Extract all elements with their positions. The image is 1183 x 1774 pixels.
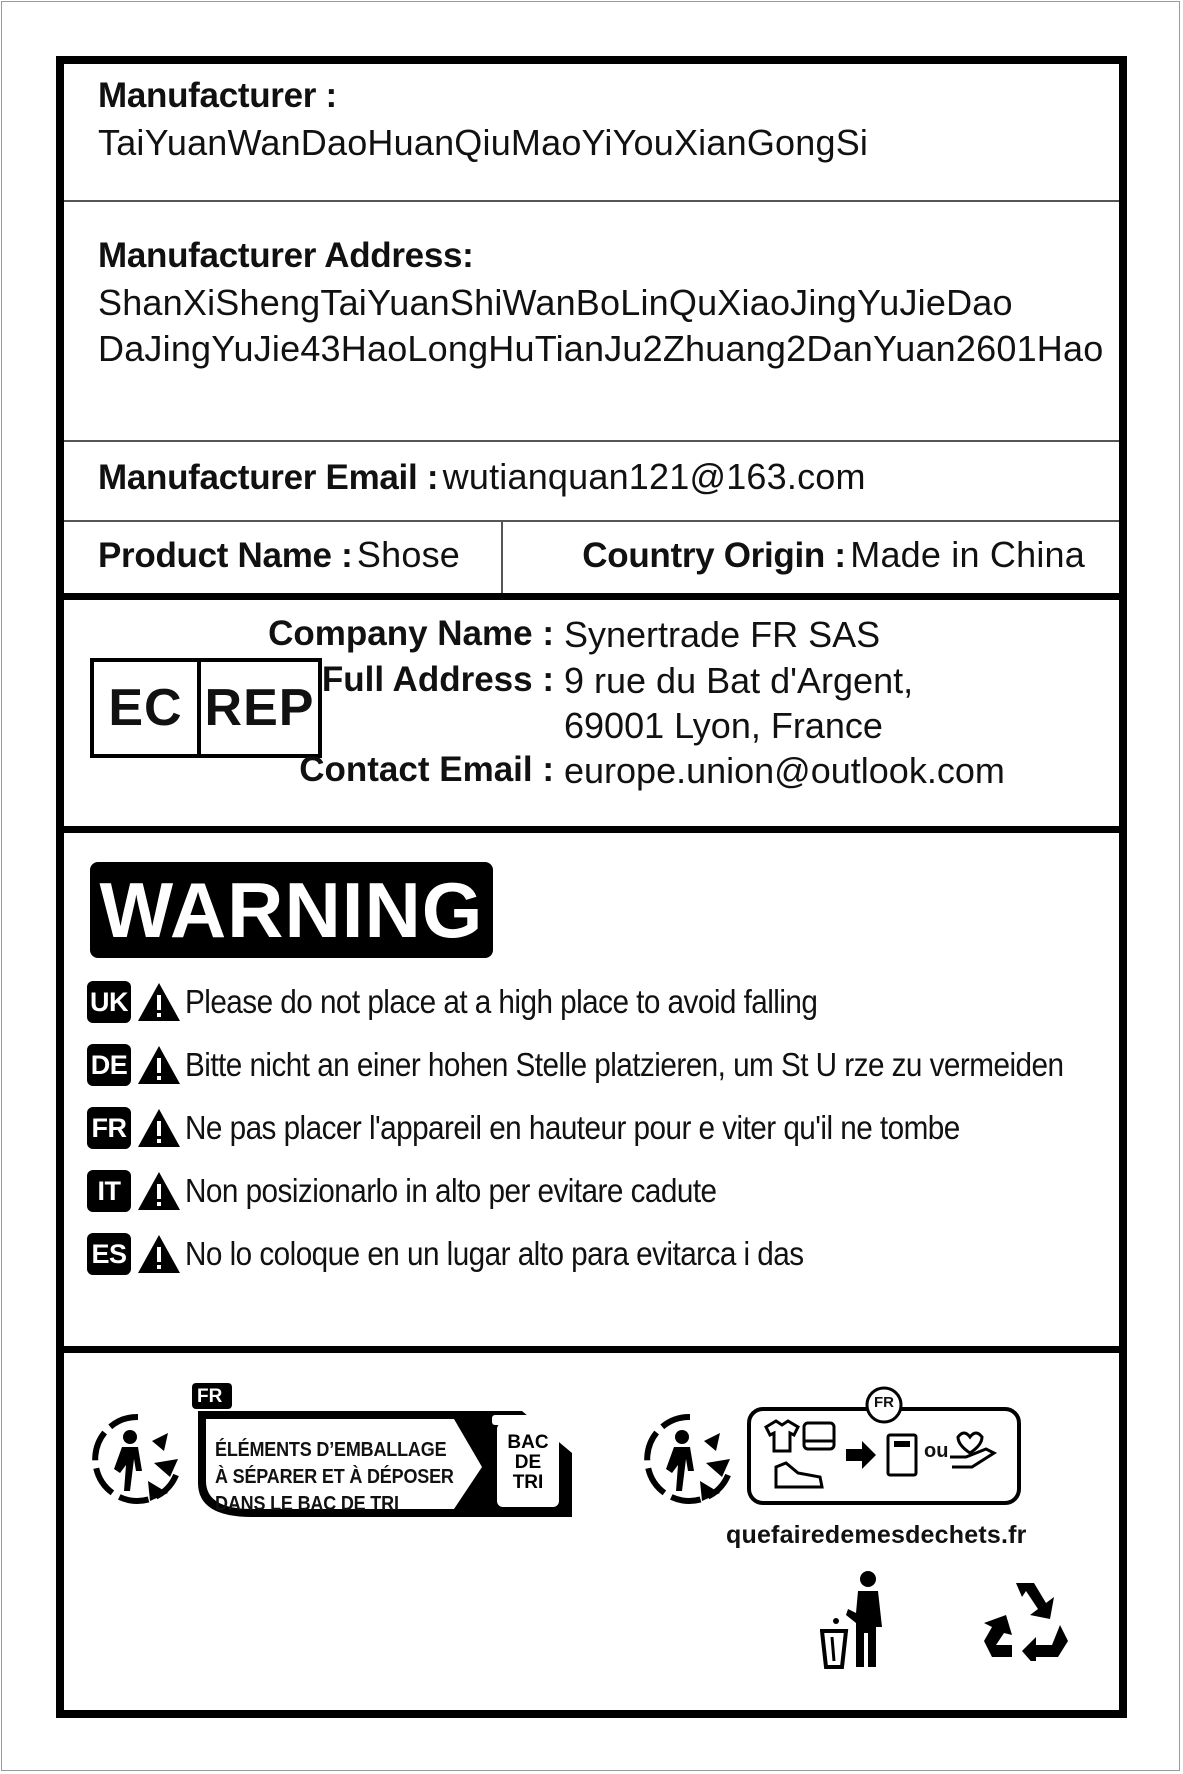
warning-text-fr: Ne pas placer l'appareil en hauteur pour e viter qu'il ne tombe bbox=[185, 1109, 960, 1146]
fr-tag: FR bbox=[197, 1386, 223, 1407]
manufacturer-value: TaiYuanWanDaoHuanQiuMaoYiYouXianGongSi bbox=[98, 122, 869, 163]
rep-text: REP bbox=[204, 679, 315, 737]
bin-label bbox=[497, 1433, 559, 1493]
person-trash-icon bbox=[820, 1571, 890, 1671]
lang-badge-fr: FR bbox=[87, 1107, 131, 1149]
warning-section bbox=[64, 833, 1119, 1353]
product-origin-section bbox=[64, 522, 1119, 600]
email-section bbox=[64, 442, 1119, 522]
email-line bbox=[98, 456, 866, 498]
email-label: Manufacturer Email : bbox=[98, 458, 439, 497]
bin-line-2: DE bbox=[514, 1452, 542, 1473]
full-address-line-1: 9 rue du Bat d'Argent, bbox=[564, 660, 914, 701]
product-origin-divider bbox=[501, 522, 503, 593]
pack-line-1: ÉLÉMENTS D’EMBALLAGE bbox=[215, 1439, 447, 1461]
recycling-section bbox=[64, 1353, 1119, 1710]
manufacturer-label: Manufacturer : bbox=[98, 76, 337, 115]
ec-text: EC bbox=[94, 662, 201, 754]
warning-row-fr bbox=[87, 1105, 1046, 1151]
pack-line-3: DANS LE BAC DE TRI bbox=[215, 1493, 399, 1515]
lang-badge-es: ES bbox=[87, 1233, 131, 1275]
origin-line bbox=[582, 534, 1085, 576]
address-line-1: ShanXiShengTaiYuanShiWanBoLinQuXiaoJingYuJieDao bbox=[98, 282, 1013, 323]
warning-badge: WARNING bbox=[90, 862, 493, 958]
lang-badge-it: IT bbox=[87, 1170, 131, 1212]
address-line-2: DaJingYuJie43HaoLongHuTianJu2Zhuang2DanYuan2601Hao bbox=[98, 328, 1104, 369]
warning-text-uk: Please do not place at a high place to avoid falling bbox=[185, 983, 818, 1020]
manufacturer-section bbox=[64, 64, 1119, 202]
warning-row-es bbox=[87, 1231, 872, 1277]
pack-line-2: À SÉPARER ET À DÉPOSER bbox=[215, 1466, 454, 1488]
address-label: Manufacturer Address: bbox=[98, 236, 474, 275]
product-label bbox=[56, 56, 1127, 1718]
product-line bbox=[98, 534, 460, 576]
triman-icon bbox=[642, 1411, 738, 1507]
warning-row-it bbox=[87, 1168, 776, 1214]
warning-triangle-icon bbox=[137, 981, 181, 1023]
bin-line-3: TRI bbox=[512, 1472, 544, 1493]
warning-text-it: Non posizionarlo in alto per evitare cadute bbox=[185, 1172, 717, 1209]
ec-rep-section bbox=[64, 600, 1119, 833]
warning-triangle-icon bbox=[137, 1170, 181, 1212]
warning-row-uk bbox=[87, 979, 888, 1025]
full-address-line-2: 69001 Lyon, France bbox=[564, 705, 883, 746]
website-url: quefairedemesdechets.fr bbox=[726, 1521, 1027, 1549]
product-label: Product Name : bbox=[98, 536, 353, 575]
warning-triangle-icon bbox=[137, 1107, 181, 1149]
bin-line-1: BAC bbox=[507, 1432, 549, 1453]
warning-row-de bbox=[87, 1042, 1161, 1088]
triman-icon bbox=[90, 1411, 186, 1507]
email-value: wutianquan121@163.com bbox=[442, 456, 866, 497]
lang-badge-de: DE bbox=[87, 1044, 131, 1086]
warning-text-de: Bitte nicht an einer hohen Stelle platzieren, um St U rze zu vermeiden bbox=[185, 1046, 1064, 1083]
ou-text: ou bbox=[924, 1440, 949, 1462]
warning-triangle-icon bbox=[137, 1044, 181, 1086]
product-value: Shose bbox=[356, 534, 460, 575]
packaging-instructions bbox=[215, 1437, 454, 1518]
company-value: Synertrade FR SAS bbox=[564, 614, 881, 655]
warning-text-es: No lo coloque en un lugar alto para evitarca i das bbox=[185, 1235, 804, 1272]
warning-triangle-icon bbox=[137, 1233, 181, 1275]
origin-label: Country Origin : bbox=[582, 536, 846, 575]
address-section bbox=[64, 202, 1119, 442]
fr-circle-text: FR bbox=[874, 1394, 894, 1411]
recycle-icon bbox=[982, 1579, 1070, 1661]
company-label: Company Name : bbox=[268, 614, 554, 653]
contact-email-label: Contact Email : bbox=[299, 750, 554, 789]
full-address-label: Full Address : bbox=[321, 660, 554, 699]
origin-value: Made in China bbox=[850, 534, 1085, 575]
contact-email-value: europe.union@outlook.com bbox=[564, 750, 1005, 791]
lang-badge-uk: UK bbox=[87, 981, 131, 1023]
